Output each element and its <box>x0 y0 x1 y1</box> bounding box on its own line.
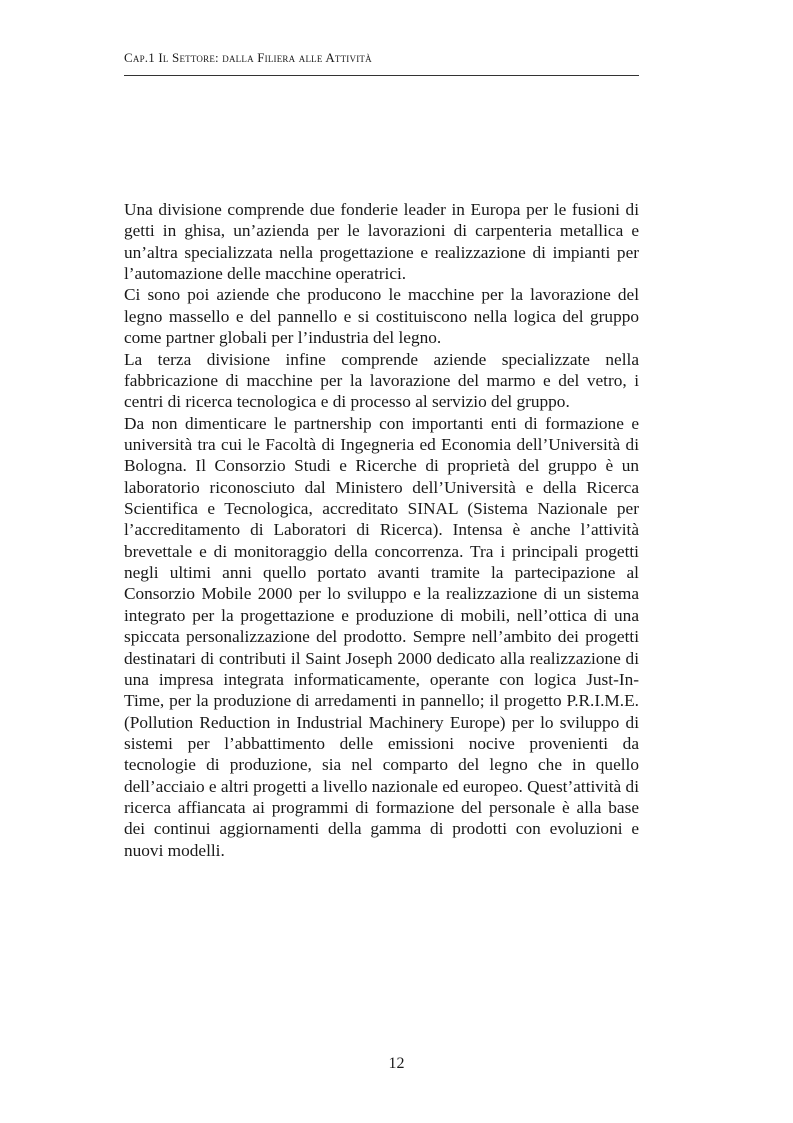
header-rule <box>124 75 639 76</box>
paragraph-wood-machines: Ci sono poi aziende che producono le macchine per la lavorazione del legno massello e del pannello e si costituiscono nella logica del gruppo come partner globali per l’industria del legno. <box>124 285 639 348</box>
body-text <box>124 199 639 861</box>
paragraph-third-division: La terza divisione infine comprende aziende specializzate nella fabbricazione di macchine per la lavorazione del marmo e del vetro, i centri di ricerca tecnologica e di processo al servizio del gruppo. <box>124 349 639 412</box>
paragraph-divisions: Una divisione comprende due fonderie leader in Europa per le fusioni di getti in ghisa, un’azienda per le lavorazioni di carpenteria metallica e un’altra specializzata nella progettazione e realizzazione di impianti per l’automazione delle macchine operatrici. <box>124 200 639 284</box>
running-header: Cap.1 Il Settore: dalla Filiera alle Attività <box>124 50 372 65</box>
page-number: 12 <box>388 1055 405 1072</box>
paragraph-partnerships-research: Da non dimenticare le partnership con importanti enti di formazione e università tra cui le Facoltà di Ingegneria ed Economia dell’Università di Bologna. Il Consorzio Studi e Ricerche di proprietà del gruppo è un laboratorio riconosciuto dal Ministero dell’Università e della Ricerca Scientifica e Tecnologica, accreditato SINAL (Sistema Nazionale per l’accreditamento di Laboratori di Ricerca). Intensa è anche l’attività brevettale e di monitoraggio della concorrenza. Tra i principali progetti negli ultimi anni quello portato avanti tramite la partecipazione al Consorzio Mobile 2000 per lo sviluppo e la realizzazione di un sistema integrato per la progettazione e produzione di mobili, nell’ottica di una spiccata personalizzazione del prodotto. Sempre nell’ambito dei progetti destinatari di contributi il Saint Joseph 2000 dedicato alla realizzazione di una impresa integrata informaticamente, operante con logica Just-In-Time, per la produzione di arredamenti in pannello; il progetto P.R.I.M.E. (Pollution Reduction in Industrial Machinery Europe) per lo sviluppo di sistemi per l’abbattimento delle emissioni nocive provenienti da tecnologie di produzione, sia nel comparto del legno che in quello dell’acciaio e altri progetti a livello nazionale ed europeo. Quest’attività di ricerca affiancata ai programmi di formazione del personale è alla base dei continui aggiornamenti della gamma di prodotti con evoluzioni e nuovi modelli. <box>124 413 639 860</box>
